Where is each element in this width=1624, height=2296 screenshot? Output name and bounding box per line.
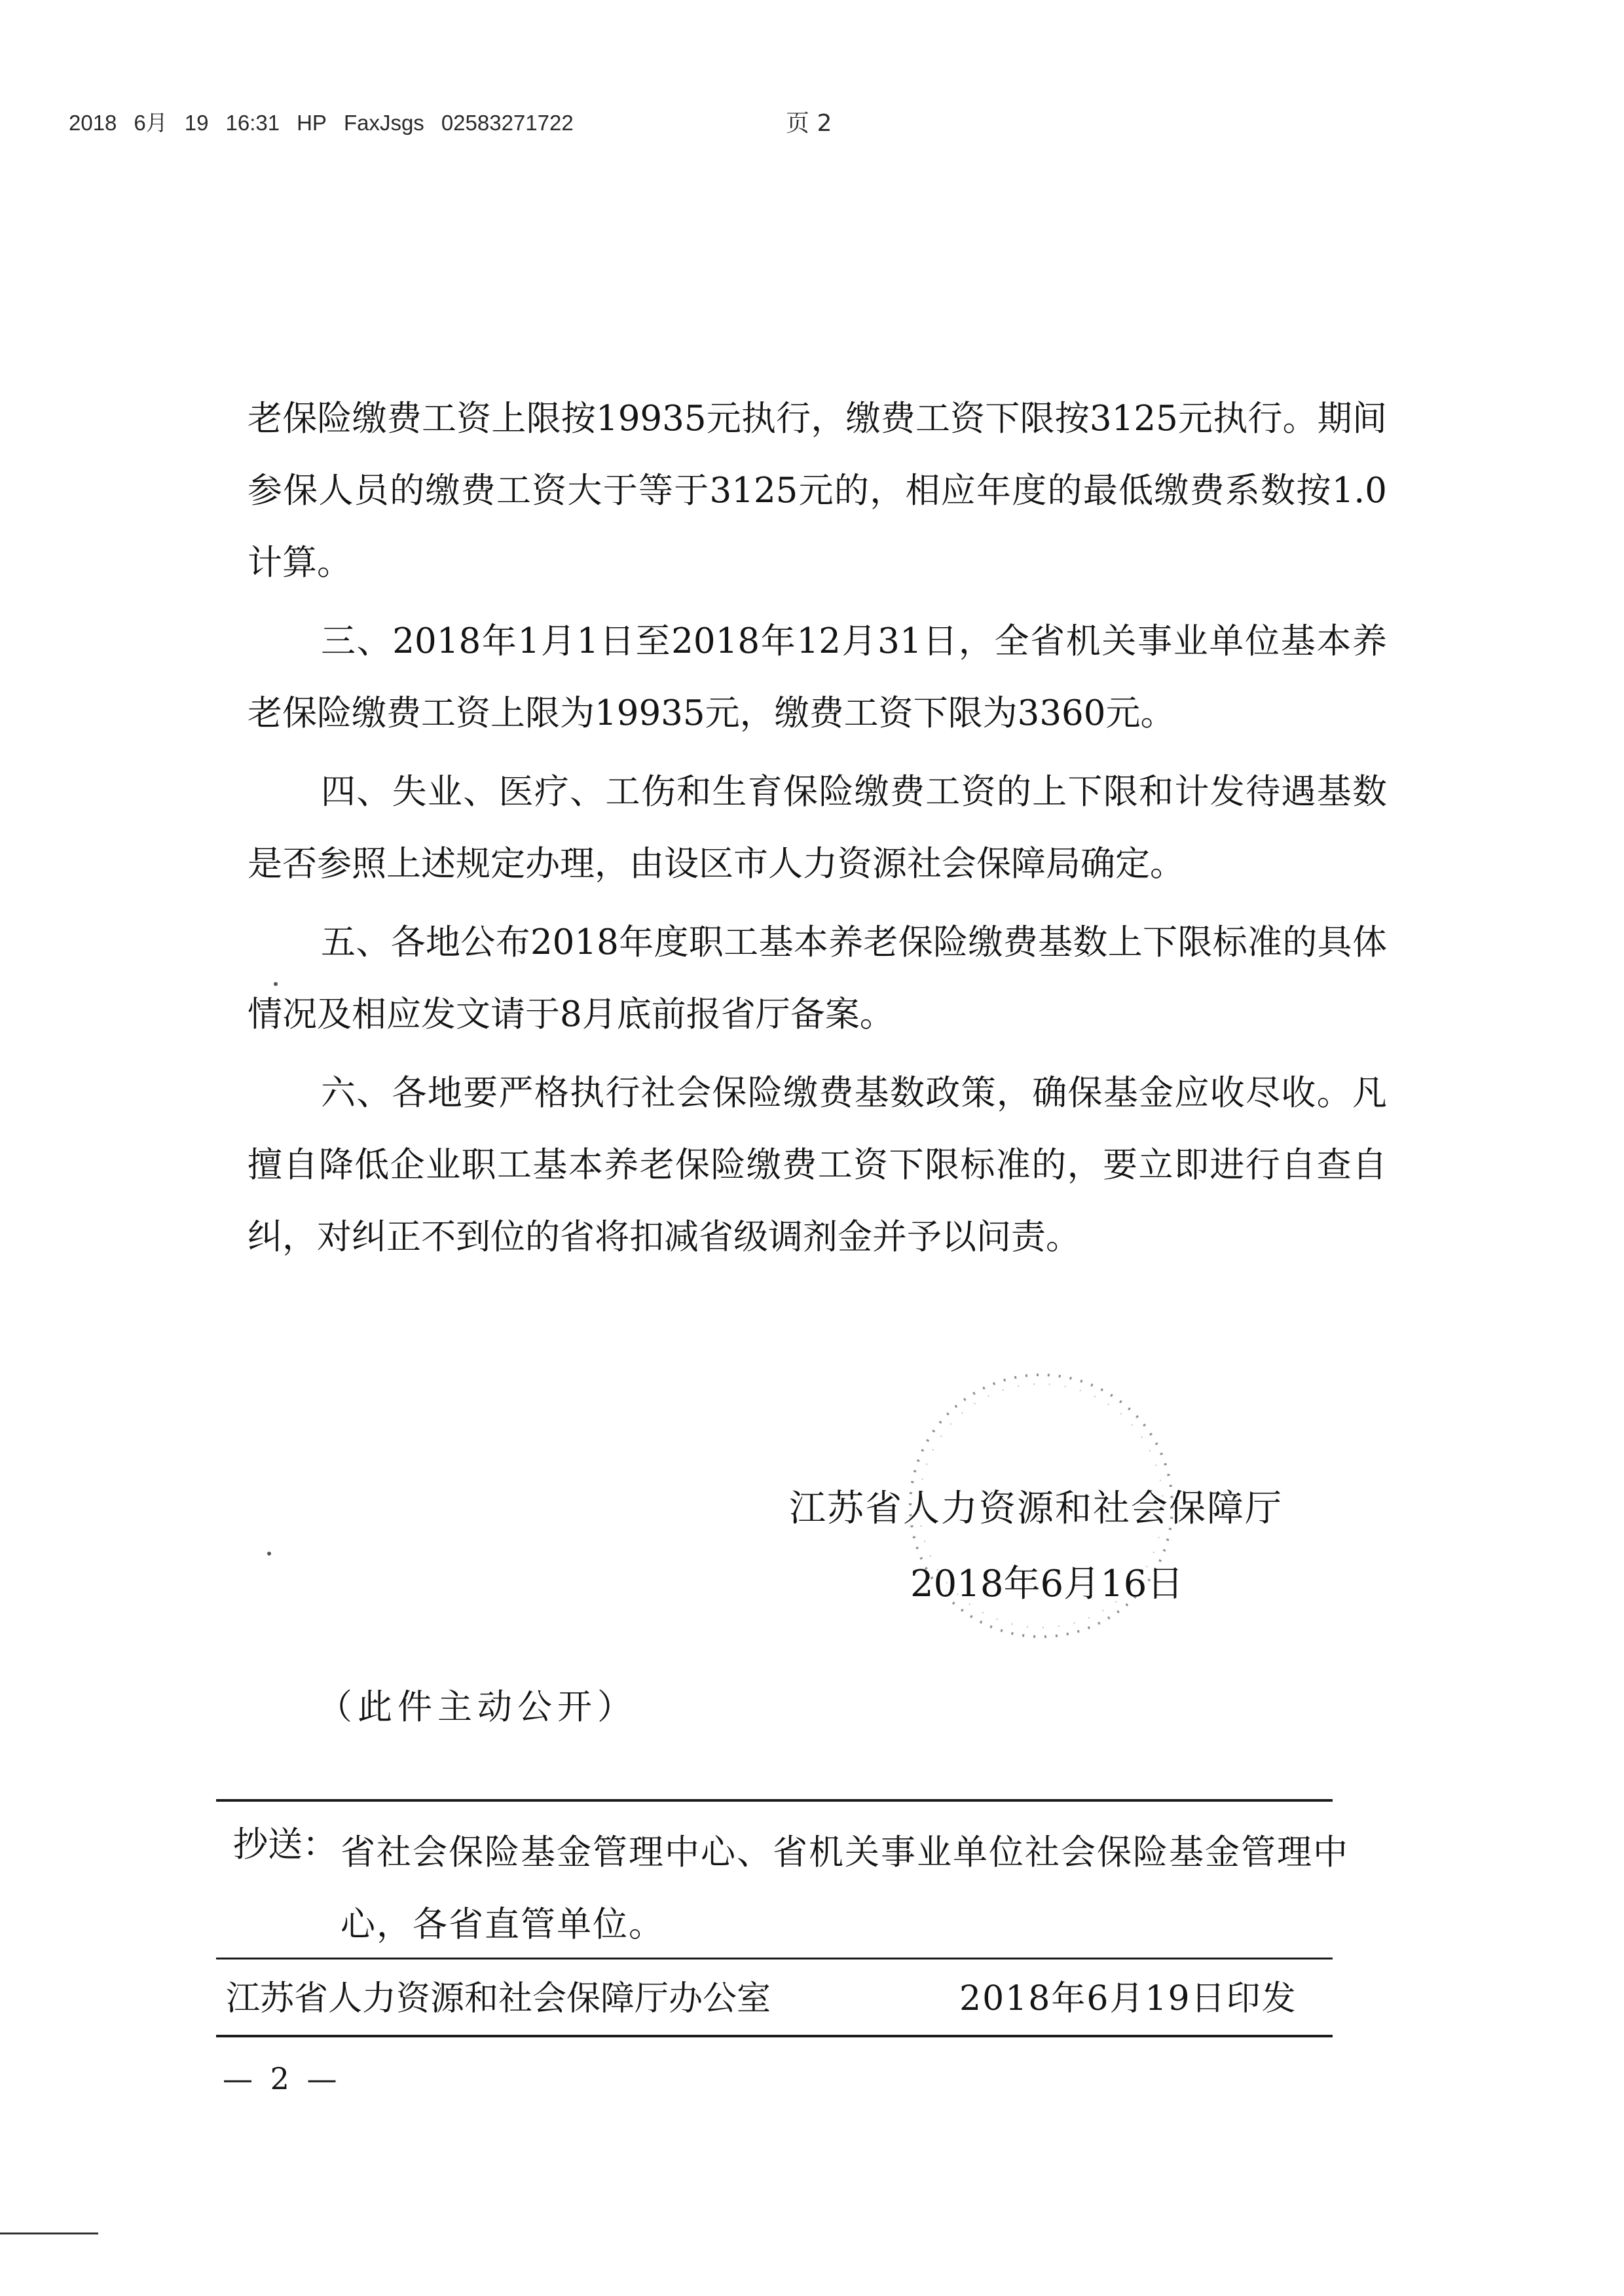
fax-sender: FaxJsgs xyxy=(343,111,424,135)
disclosure-note: （此件主动公开） xyxy=(318,1687,637,1727)
page-number: — 2 — xyxy=(223,2061,341,2096)
fax-page-indicator: 页 2 xyxy=(786,110,832,137)
cc-top-rule xyxy=(216,1799,1333,1802)
body-paragraph-item-6: 六、各地要严格执行社会保险缴费基数政策，确保基金应收尽收。凡擅自降低企业职工基本养老保险缴费工资下限标准的，要立即进行自查自纠，对纠正不到位的省将扣减省级调剂金并予以问责。 xyxy=(248,1073,1387,1257)
fax-header xyxy=(69,106,591,137)
footer-bottom-rule xyxy=(216,2035,1333,2037)
fax-month: 6月 xyxy=(134,111,168,135)
cc-bottom-rule xyxy=(216,1958,1333,1959)
body-paragraph-item-4: 四、失业、医疗、工伤和生育保险缴费工资的上下限和计发待遇基数是否参照上述规定办理，由设区市人力资源社会保障局确定。 xyxy=(248,772,1387,884)
scan-speck xyxy=(274,982,278,986)
fax-year: 2018 xyxy=(69,111,117,135)
fax-day: 19 xyxy=(184,111,209,135)
body-paragraph-continuation: 老保险缴费工资上限按19935元执行，缴费工资下限按3125元执行。期间参保人员的缴费工资大于等于3125元的，相应年度的最低缴费系数按1.0计算。 xyxy=(248,399,1387,583)
body-paragraph-item-3: 三、2018年1月1日至2018年12月31日，全省机关事业单位基本养老保险缴费工资上限为19935元，缴费工资下限为3360元。 xyxy=(248,621,1387,733)
issue-date: 2018年6月19日印发 xyxy=(959,1979,1297,2018)
cc-recipients: 省社会保险基金管理中心、省机关事业单位社会保险基金管理中心，各省直管单位。 xyxy=(341,1832,1349,1944)
cc-label: 抄送： xyxy=(233,1825,337,1865)
scan-speck xyxy=(267,1552,271,1556)
fax-time: 16:31 xyxy=(225,111,280,135)
body-paragraph-item-5: 五、各地公布2018年度职工基本养老保险缴费基数上下限标准的具体情况及相应发文请于8月底前报省厅备案。 xyxy=(248,922,1387,1034)
signing-organization: 江苏省人力资源和社会保障厅 xyxy=(789,1487,1283,1530)
document-body xyxy=(248,383,1387,1280)
fax-device: HP xyxy=(297,111,327,135)
signing-date: 2018年6月16日 xyxy=(910,1563,1184,1605)
issuing-office: 江苏省人力资源和社会保障厅办公室 xyxy=(226,1979,771,2018)
fax-number: 02583271722 xyxy=(441,111,574,135)
scan-edge-mark xyxy=(0,2232,98,2234)
